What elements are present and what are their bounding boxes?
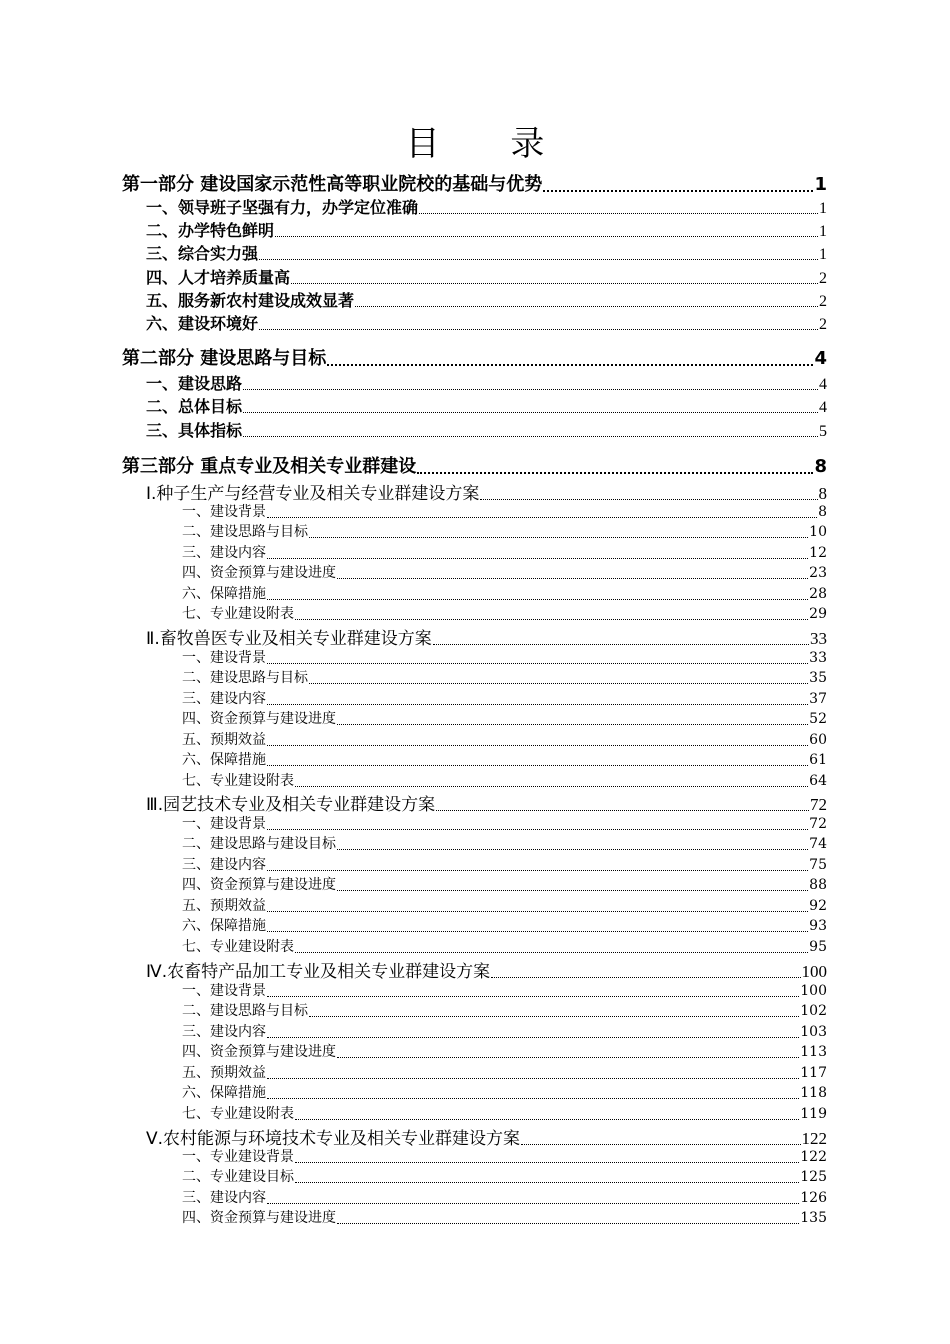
toc-page-number: 122 [800, 1149, 827, 1165]
toc-page-number: 122 [801, 1129, 827, 1148]
dot-leader [491, 977, 800, 978]
toc-entry[interactable] [182, 667, 827, 687]
dot-leader [337, 890, 808, 891]
toc-entry-label: 二、总体目标 [146, 397, 243, 416]
dot-leader [309, 683, 808, 684]
dot-leader [267, 1078, 799, 1079]
dot-leader [295, 786, 808, 787]
toc-entry-label: 第二部分 建设思路与目标 [122, 348, 327, 369]
toc-entry[interactable] [182, 1000, 827, 1020]
toc-entry[interactable] [146, 218, 827, 241]
toc-page-number: 102 [800, 1003, 827, 1019]
toc-entry[interactable] [182, 1062, 827, 1082]
toc-entry[interactable] [146, 371, 827, 394]
toc-entry[interactable] [182, 583, 827, 603]
toc-page-number: 37 [809, 691, 827, 707]
dot-leader [259, 259, 818, 260]
toc-entry[interactable] [146, 265, 827, 288]
toc-entry-label: 四、资金预算与建设进度 [182, 877, 336, 893]
toc-page-number: 33 [809, 650, 827, 666]
dot-leader [543, 190, 813, 192]
toc-page-number: 113 [800, 1044, 827, 1060]
toc-entry-label: Ⅳ.农畜特产品加工专业及相关专业群建设方案 [146, 962, 491, 982]
toc-page-number: 125 [800, 1169, 827, 1185]
toc-entry-label: 五、预期效益 [182, 1065, 266, 1081]
toc-entry[interactable] [146, 957, 827, 982]
dot-leader [267, 911, 808, 912]
toc-page-number: 60 [809, 732, 827, 748]
toc-page-number: 5 [819, 423, 827, 440]
toc-entry[interactable] [182, 542, 827, 562]
toc-page-number: 103 [800, 1024, 827, 1040]
toc-page-number: 35 [809, 670, 827, 686]
dot-leader [309, 1016, 799, 1017]
dot-leader [417, 472, 813, 474]
toc-entry[interactable] [182, 521, 827, 541]
toc-page-number: 74 [809, 836, 827, 852]
toc-entry[interactable] [182, 980, 827, 1000]
toc-entry-label: Ⅴ.农村能源与环境技术专业及相关专业群建设方案 [146, 1129, 521, 1149]
toc-entry[interactable] [146, 288, 827, 311]
toc-page-number: 4 [819, 376, 827, 393]
dot-leader [291, 283, 818, 284]
dot-leader [337, 1057, 799, 1058]
toc-entry-label: 六、保障措施 [182, 586, 266, 602]
toc-page-number: 135 [800, 1210, 827, 1226]
toc-entry[interactable] [122, 170, 827, 196]
toc-entry[interactable] [182, 603, 827, 623]
dot-leader [267, 599, 808, 600]
toc-entry[interactable] [182, 833, 827, 853]
dot-leader [267, 745, 808, 746]
toc-entry-label: 二、建设思路与目标 [182, 1003, 308, 1019]
dot-leader [433, 644, 809, 645]
toc-entry-label: 二、建设思路与目标 [182, 524, 308, 540]
dot-leader [267, 765, 808, 766]
toc-page-number: 117 [800, 1065, 827, 1081]
toc-page-number: 75 [809, 857, 827, 873]
toc-entry-label: 一、建设背景 [182, 983, 266, 999]
toc-entry-label: 四、资金预算与建设进度 [182, 565, 336, 581]
toc-page-number: 64 [809, 773, 827, 789]
toc-page-number: 126 [800, 1190, 827, 1206]
toc-entry[interactable] [182, 562, 827, 582]
toc-page-number: 93 [809, 918, 827, 934]
dot-leader [355, 306, 818, 307]
toc-page-number: 4 [814, 348, 827, 369]
dot-leader [267, 663, 808, 664]
toc-entry-label: 七、专业建设附表 [182, 773, 294, 789]
toc-page-number: 61 [809, 752, 827, 768]
toc-page-number: 4 [819, 399, 827, 416]
toc-entry-label: 五、预期效益 [182, 732, 266, 748]
toc-entry[interactable] [182, 729, 827, 749]
toc-page-number: 1 [819, 200, 827, 217]
toc-page-number: 29 [809, 606, 827, 622]
toc-entry-label: 三、建设内容 [182, 1024, 266, 1040]
dot-leader [267, 1203, 799, 1204]
toc-entry[interactable] [182, 874, 827, 894]
dot-leader [436, 810, 809, 811]
toc-entry[interactable] [146, 418, 827, 441]
dot-leader [327, 364, 813, 366]
toc-entry[interactable] [182, 1103, 827, 1123]
toc-entry-label: 一、建设思路 [146, 374, 243, 393]
toc-entry-label: 四、人才培养质量高 [146, 268, 291, 287]
toc-page-number: 72 [809, 816, 827, 832]
toc-page-number: 2 [819, 270, 827, 287]
toc-entry[interactable] [182, 749, 827, 769]
dot-leader [295, 1182, 799, 1183]
dot-leader [267, 1098, 799, 1099]
toc-entry[interactable] [146, 790, 827, 815]
toc-page-number: 8 [818, 504, 827, 520]
dot-leader [295, 1162, 799, 1163]
toc-entry[interactable] [182, 813, 827, 833]
toc-page-number: 118 [800, 1085, 827, 1101]
toc-entry-label: 四、资金预算与建设进度 [182, 711, 336, 727]
toc-page-number: 95 [809, 939, 827, 955]
toc-entry-label: 三、综合实力强 [146, 244, 259, 263]
toc-page-number: 33 [810, 629, 827, 648]
toc-entry-label: 二、专业建设目标 [182, 1169, 294, 1185]
toc-page-number: 52 [809, 711, 827, 727]
toc-entry[interactable] [146, 195, 827, 218]
toc-entry-label: 七、专业建设附表 [182, 939, 294, 955]
toc-entry[interactable] [182, 1207, 827, 1227]
toc-entry[interactable] [182, 936, 827, 956]
dot-leader [243, 436, 818, 437]
dot-leader [295, 619, 808, 620]
toc-entry-label: 四、资金预算与建设进度 [182, 1210, 336, 1226]
toc-entry-label: 三、建设内容 [182, 691, 266, 707]
toc-entry-label: 一、建设背景 [182, 816, 266, 832]
toc-entry-label: 三、建设内容 [182, 545, 266, 561]
toc-page-number: 100 [801, 962, 827, 981]
toc-entry[interactable] [182, 1146, 827, 1166]
toc-page-number: 72 [810, 795, 827, 814]
toc-title: 目 录 [405, 124, 575, 164]
toc-entry-label: 二、建设思路与建设目标 [182, 836, 336, 852]
toc-entry[interactable] [182, 708, 827, 728]
toc-entry[interactable] [182, 895, 827, 915]
toc-entry[interactable] [182, 688, 827, 708]
dot-leader [267, 931, 808, 932]
toc-page-number: 119 [800, 1106, 827, 1122]
toc-entry[interactable] [182, 1041, 827, 1061]
toc-entry[interactable] [146, 241, 827, 264]
toc-entry[interactable] [146, 624, 827, 649]
dot-leader [267, 517, 817, 518]
dot-leader [267, 1037, 799, 1038]
toc-entry[interactable] [122, 452, 827, 478]
dot-leader [295, 952, 808, 953]
toc-entry-label: 四、资金预算与建设进度 [182, 1044, 336, 1060]
toc-page-number: 100 [800, 983, 827, 999]
toc-page-number: 2 [819, 316, 827, 333]
toc-entry[interactable] [182, 915, 827, 935]
toc-page-number: 8 [818, 484, 827, 503]
toc-page-number: 23 [809, 565, 827, 581]
toc-entry-label: Ⅰ.种子生产与经营专业及相关专业群建设方案 [146, 484, 480, 504]
toc-page-number: 88 [809, 877, 827, 893]
dot-leader [337, 1223, 799, 1224]
dot-leader [337, 724, 808, 725]
toc-entry-label: 六、保障措施 [182, 1085, 266, 1101]
toc-entry-label: 一、建设背景 [182, 504, 266, 520]
toc-entry[interactable] [182, 1082, 827, 1102]
toc-entry[interactable] [182, 854, 827, 874]
toc-entry-label: 一、专业建设背景 [182, 1149, 294, 1165]
toc-page-number: 1 [819, 223, 827, 240]
toc-entry-label: 三、建设内容 [182, 857, 266, 873]
dot-leader [267, 996, 799, 997]
toc-page-number: 1 [819, 246, 827, 263]
dot-leader [295, 1119, 799, 1120]
toc-entry-label: 二、建设思路与目标 [182, 670, 308, 686]
toc-entry[interactable] [146, 394, 827, 417]
toc-entry-label: 五、预期效益 [182, 898, 266, 914]
toc-page-number: 10 [809, 524, 827, 540]
toc-page-number: 92 [809, 898, 827, 914]
dot-leader [337, 849, 808, 850]
toc-entry-label: Ⅱ.畜牧兽医专业及相关专业群建设方案 [146, 629, 432, 649]
toc-entry-label: 第三部分 重点专业及相关专业群建设 [122, 456, 417, 477]
dot-leader [267, 829, 808, 830]
dot-leader [521, 1144, 800, 1145]
toc-entry[interactable] [182, 1166, 827, 1186]
toc-entry[interactable] [182, 1187, 827, 1207]
toc-page-number: 12 [809, 545, 827, 561]
toc-entry[interactable] [182, 1021, 827, 1041]
dot-leader [309, 537, 808, 538]
toc-entry-label: 五、服务新农村建设成效显著 [146, 291, 355, 310]
dot-leader [337, 578, 808, 579]
dot-leader [267, 704, 808, 705]
toc-entry-label: 三、具体指标 [146, 421, 243, 440]
toc-entry-label: 六、保障措施 [182, 918, 266, 934]
toc-entry[interactable] [122, 344, 827, 370]
toc-page-number: 1 [814, 174, 827, 195]
dot-leader [243, 412, 818, 413]
dot-leader [480, 499, 817, 500]
toc-entry[interactable] [182, 770, 827, 790]
toc-entry-label: 七、专业建设附表 [182, 1106, 294, 1122]
dot-leader [267, 870, 808, 871]
toc-entry-label: 一、建设背景 [182, 650, 266, 666]
toc-entry-label: 一、领导班子坚强有力，办学定位准确 [146, 198, 419, 217]
toc-entry-label: 七、专业建设附表 [182, 606, 294, 622]
toc-entry-label: Ⅲ.园艺技术专业及相关专业群建设方案 [146, 795, 436, 815]
dot-leader [243, 389, 818, 390]
toc-entry-label: 六、建设环境好 [146, 314, 259, 333]
toc-entry-label: 第一部分 建设国家示范性高等职业院校的基础与优势 [122, 174, 543, 195]
toc-entry[interactable] [182, 647, 827, 667]
toc-page-number: 8 [814, 456, 827, 477]
toc-entry[interactable] [182, 501, 827, 521]
dot-leader [275, 236, 818, 237]
toc-page-number: 2 [819, 293, 827, 310]
toc-entry-label: 六、保障措施 [182, 752, 266, 768]
dot-leader [267, 558, 808, 559]
toc-entry-label: 二、办学特色鲜明 [146, 221, 275, 240]
toc-page-number: 28 [809, 586, 827, 602]
toc-entry[interactable] [146, 311, 827, 334]
dot-leader [259, 329, 818, 330]
dot-leader [419, 213, 818, 214]
toc-entry-label: 三、建设内容 [182, 1190, 266, 1206]
